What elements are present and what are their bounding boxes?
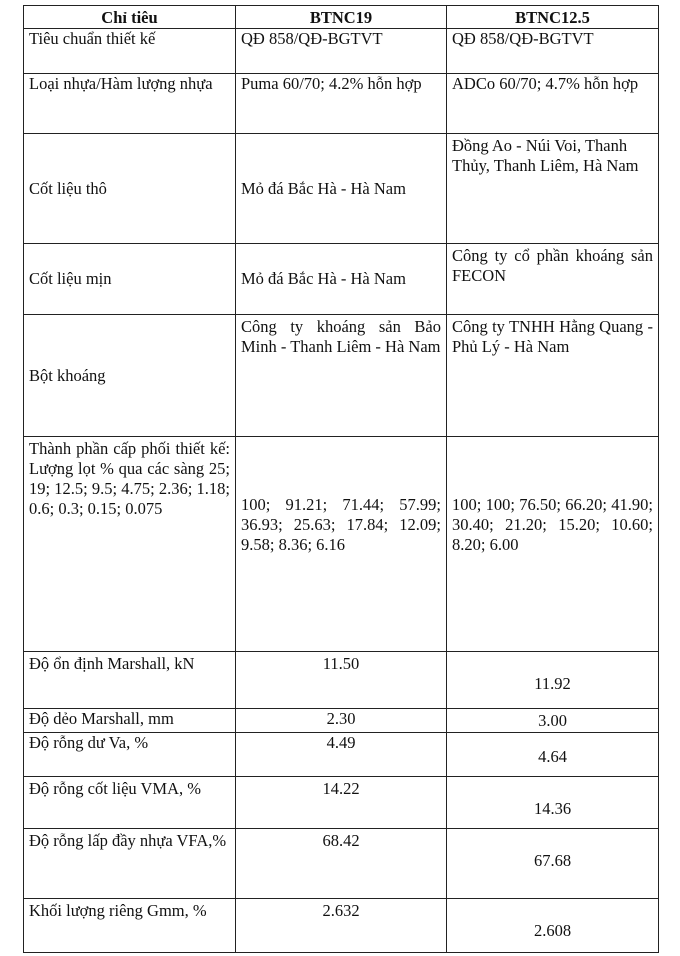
cell-text: 2.632 xyxy=(322,901,360,920)
cell-text: 11.92 xyxy=(534,674,571,693)
cell-text: Công ty khoáng sản Bảo Minh - Thanh Liêm - Hà Nam xyxy=(241,317,441,356)
table-row xyxy=(24,777,659,829)
table-row xyxy=(24,899,659,953)
table-row xyxy=(24,733,659,777)
cell-text: 4.64 xyxy=(538,747,567,766)
table-row xyxy=(24,29,659,74)
header-btnc19: BTNC19 xyxy=(236,6,447,29)
cell-criterion: Độ dẻo Marshall, mm xyxy=(24,709,236,733)
table-header-row xyxy=(24,6,659,29)
cell-text: 100; 91.21; 71.44; 57.99; 36.93; 25.63; 17.84; 12.09; 9.58; 8.36; 6.16 xyxy=(241,495,441,554)
cell-text: 68.42 xyxy=(322,831,360,850)
cell-btnc19 xyxy=(236,899,447,953)
header-btnc125: BTNC12.5 xyxy=(447,6,659,29)
cell-text: Độ rỗng cốt liệu VMA, % xyxy=(29,779,202,798)
cell-btnc125 xyxy=(447,899,659,953)
table-row xyxy=(24,244,659,315)
cell-btnc19 xyxy=(236,777,447,829)
cell-criterion xyxy=(24,777,236,829)
cell-btnc19: QĐ 858/QĐ-BGTVT xyxy=(236,29,447,74)
cell-btnc125 xyxy=(447,244,659,315)
cell-btnc125 xyxy=(447,315,659,437)
cell-btnc125 xyxy=(447,733,659,777)
table-row xyxy=(24,709,659,733)
cell-btnc125 xyxy=(447,709,659,733)
cell-text: 3.00 xyxy=(538,711,567,730)
cell-criterion xyxy=(24,652,236,709)
table-row xyxy=(24,829,659,899)
cell-btnc125 xyxy=(447,134,659,244)
cell-criterion: Cốt liệu thô xyxy=(24,134,236,244)
table-row xyxy=(24,134,659,244)
cell-text: Công ty cổ phần khoáng sản FECON xyxy=(452,246,653,285)
cell-text: 11.50 xyxy=(322,654,360,673)
cell-text: Công ty TNHH Hằng Quang - Phủ Lý - Hà Nam xyxy=(452,317,653,356)
header-criterion: Chỉ tiêu xyxy=(24,6,236,29)
cell-btnc19 xyxy=(236,315,447,437)
cell-criterion: Cốt liệu mịn xyxy=(24,244,236,315)
table-row xyxy=(24,74,659,134)
table-row xyxy=(24,437,659,652)
cell-btnc125: ADCo 60/70; 4.7% hỗn hợp xyxy=(447,74,659,134)
cell-btnc125 xyxy=(447,437,659,652)
cell-text: 14.36 xyxy=(533,799,572,818)
cell-btnc19 xyxy=(236,652,447,709)
cell-text: Khối lượng riêng Gmm, % xyxy=(29,901,207,920)
cell-criterion: Tiêu chuẩn thiết kế xyxy=(24,29,236,74)
cell-btnc125: QĐ 858/QĐ-BGTVT xyxy=(447,29,659,74)
cell-btnc19: Mỏ đá Bắc Hà - Hà Nam xyxy=(236,244,447,315)
cell-text: Độ ổn định Marshall, kN xyxy=(29,654,195,673)
cell-text: Độ rỗng lấp đầy nhựa VFA,% xyxy=(29,831,227,850)
cell-btnc19: Mỏ đá Bắc Hà - Hà Nam xyxy=(236,134,447,244)
cell-btnc19: 2.30 xyxy=(236,709,447,733)
cell-criterion: Độ rỗng dư Va, % xyxy=(24,733,236,777)
cell-btnc125 xyxy=(447,777,659,829)
cell-criterion: Bột khoáng xyxy=(24,315,236,437)
cell-text: 14.22 xyxy=(322,779,360,798)
table-row xyxy=(24,315,659,437)
table-row xyxy=(24,652,659,709)
cell-btnc19: 4.49 xyxy=(236,733,447,777)
cell-text: 2.608 xyxy=(533,921,572,940)
cell-criterion: Loại nhựa/Hàm lượng nhựa xyxy=(24,74,236,134)
cell-criterion xyxy=(24,829,236,899)
cell-btnc19: Puma 60/70; 4.2% hỗn hợp xyxy=(236,74,447,134)
mix-design-comparison-table xyxy=(23,5,659,953)
cell-text: 100; 100; 76.50; 66.20; 41.90; 30.40; 21.20; 15.20; 10.60; 8.20; 6.00 xyxy=(452,495,653,554)
cell-btnc125 xyxy=(447,829,659,899)
cell-text: Thành phần cấp phối thiết kế: Lượng lọt % qua các sàng 25; 19; 12.5; 9.5; 4.75; 2.36; 1.18; 0.6; 0.3; 0.15; 0.075 xyxy=(29,439,230,518)
cell-criterion xyxy=(24,899,236,953)
cell-text: Đồng Ao - Núi Voi, Thanh Thủy, Thanh Liêm, Hà Nam xyxy=(452,136,639,175)
cell-text: 67.68 xyxy=(533,851,572,870)
cell-criterion xyxy=(24,437,236,652)
cell-btnc125 xyxy=(447,652,659,709)
cell-btnc19 xyxy=(236,829,447,899)
cell-btnc19 xyxy=(236,437,447,652)
